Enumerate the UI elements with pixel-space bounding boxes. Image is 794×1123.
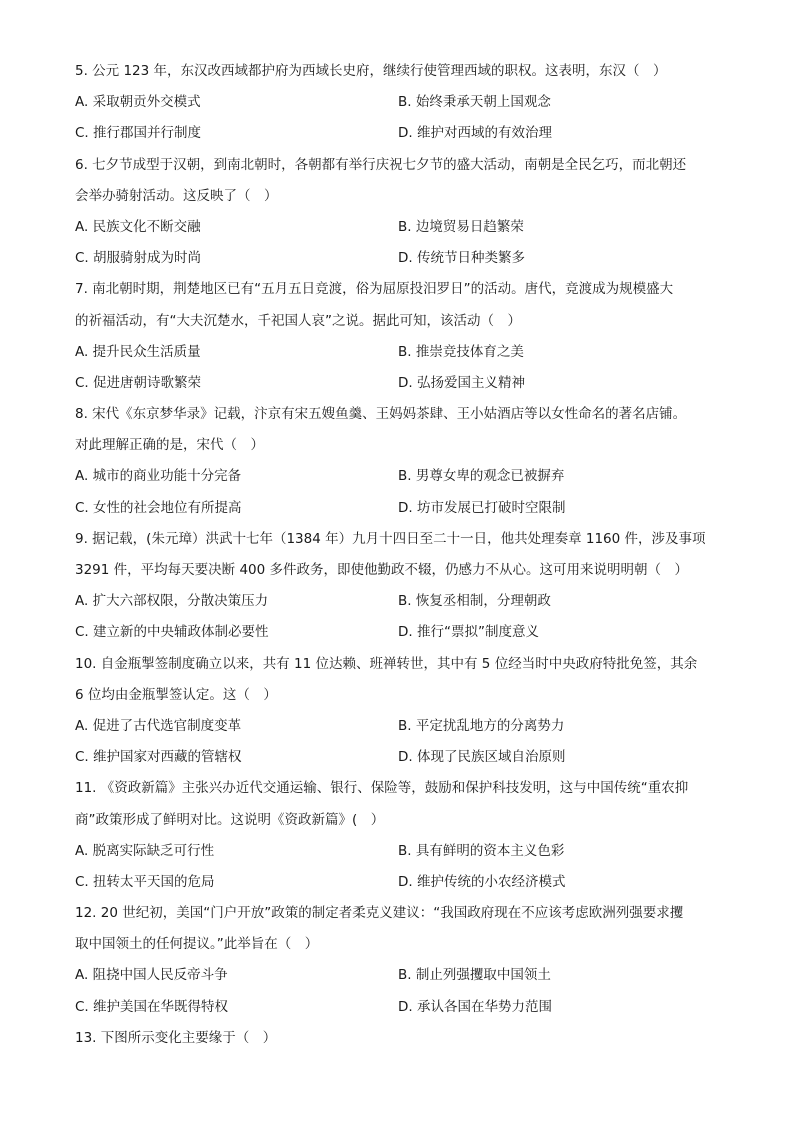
answer-option: C. 推行郡国并行制度 (75, 125, 202, 142)
question-stem: 6. 七夕节成型于汉朝，到南北朝时，各朝都有举行庆祝七夕节的盛大活动，南朝是全民乞巧，而北朝还 (75, 156, 687, 173)
option-row (75, 586, 725, 617)
question-block (75, 1023, 725, 1054)
option-row (75, 992, 725, 1023)
answer-option: A. 脱离实际缺乏可行性 (75, 842, 215, 859)
question-stem-continued: 6 位均由金瓶掣签认定。这（ ） (75, 686, 277, 703)
question-block (75, 399, 725, 524)
answer-option: B. 始终秉承天朝上国观念 (398, 94, 551, 111)
question-stem: 11. 《资政新篇》主张兴办近代交通运输、银行、保险等，鼓励和保护科技发明，这与中国传统“重农抑 (75, 780, 689, 797)
question-block (75, 524, 725, 649)
answer-option: B. 具有鲜明的资本主义色彩 (398, 842, 565, 859)
question-stem-continued: 取中国领土的任何提议。”此举旨在（ ） (75, 936, 319, 953)
question-stem: 8. 宋代《东京梦华录》记载，汴京有宋五嫂鱼羹、王妈妈茶肆、王小姑酒店等以女性命名的著名店铺。 (75, 406, 687, 423)
answer-option: A. 扩大六部权限，分散决策压力 (75, 593, 269, 610)
question-stem-continued: 对此理解正确的是，宋代（ ） (75, 437, 264, 454)
answer-option: C. 女性的社会地位有所提高 (75, 499, 242, 516)
option-row (75, 368, 725, 399)
answer-option: C. 促进唐朝诗歌繁荣 (75, 374, 202, 391)
option-row (75, 493, 725, 524)
question-block (75, 274, 725, 399)
answer-option: D. 传统节日种类繁多 (398, 250, 525, 267)
option-row (75, 212, 725, 243)
answer-option: B. 制止列强攫取中国领土 (398, 967, 551, 984)
question-block (75, 898, 725, 1023)
answer-option: C. 扭转太平天国的危局 (75, 873, 215, 890)
answer-option: D. 承认各国在华势力范围 (398, 998, 552, 1015)
option-row (75, 243, 725, 274)
answer-option: D. 弘扬爱国主义精神 (398, 374, 525, 391)
option-row (75, 960, 725, 991)
answer-option: D. 维护传统的小农经济模式 (398, 873, 566, 890)
answer-option: B. 推崇竞技体育之美 (398, 343, 524, 360)
answer-option: C. 维护国家对西藏的管辖权 (75, 749, 242, 766)
question-stem-continued: 商”政策形成了鲜明对比。这说明《资政新篇》( ） (75, 811, 385, 828)
option-row (75, 87, 725, 118)
answer-option: A. 促进了古代选官制度变革 (75, 717, 242, 734)
answer-option: A. 提升民众生活质量 (75, 343, 201, 360)
option-row (75, 836, 725, 867)
question-stem: 7. 南北朝时期，荆楚地区已有“五月五日竞渡，俗为屈原投汨罗日”的活动。唐代，竞渡成为规模盛大 (75, 281, 674, 298)
question-stem-continued: 的祈福活动，有“大夫沉楚水，千祀国人哀”之说。据此可知，该活动（ ） (75, 312, 521, 329)
question-stem-continued: 会举办骑射活动。这反映了（ ） (75, 187, 278, 204)
answer-option: B. 恢复丞相制，分理朝政 (398, 593, 551, 610)
option-row (75, 742, 725, 773)
option-row (75, 867, 725, 898)
option-row (75, 118, 725, 149)
answer-option: C. 维护美国在华既得特权 (75, 998, 229, 1015)
answer-option: D. 维护对西域的有效治理 (398, 125, 552, 142)
option-row (75, 711, 725, 742)
question-block (75, 649, 725, 774)
option-row (75, 461, 725, 492)
question-block (75, 56, 725, 150)
answer-option: A. 阻挠中国人民反帝斗争 (75, 967, 228, 984)
question-stem: 9. 据记载，(朱元璋）洪武十七年（1384 年）九月十四日至二十一日，他共处理奏章 1160 件，涉及事项 (75, 530, 706, 547)
answer-option: D. 坊市发展已打破时空限制 (398, 499, 566, 516)
question-stem: 10. 自金瓶掣签制度确立以来，共有 11 位达赖、班禅转世，其中有 5 位经当时中央政府特批免签，其余 (75, 655, 698, 672)
answer-option: B. 边境贸易日趋繁荣 (398, 218, 524, 235)
question-stem-continued: 3291 件，平均每天要决断 400 多件政务，即使他勤政不辍，仍感力不从心。这可用来说明明朝（ ） (75, 562, 688, 578)
question-stem: 12. 20 世纪初，美国“门户开放”政策的制定者柔克义建议：“我国政府现在不应该考虑欧洲列强要求攫 (75, 905, 684, 922)
answer-option: A. 城市的商业功能十分完备 (75, 468, 242, 485)
answer-option: D. 推行“票拟”制度意义 (398, 624, 539, 641)
question-block (75, 773, 725, 898)
answer-option: B. 平定扰乱地方的分离势力 (398, 717, 565, 734)
answer-option: A. 采取朝贡外交模式 (75, 94, 201, 111)
answer-option: B. 男尊女卑的观念已被摒弃 (398, 468, 565, 485)
answer-option: D. 体现了民族区域自治原则 (398, 749, 566, 766)
answer-option: C. 胡服骑射成为时尚 (75, 250, 202, 267)
question-list (75, 56, 725, 1054)
question-stem: 5. 公元 123 年，东汉改西域都护府为西域长史府，继续行使管理西域的职权。这表明，东汉（ ） (75, 63, 667, 79)
option-row (75, 337, 725, 368)
answer-option: A. 民族文化不断交融 (75, 218, 201, 235)
answer-option: C. 建立新的中央辅政体制必要性 (75, 624, 269, 641)
question-block (75, 150, 725, 275)
question-stem: 13. 下图所示变化主要缘于（ ） (75, 1029, 277, 1046)
option-row (75, 617, 725, 648)
